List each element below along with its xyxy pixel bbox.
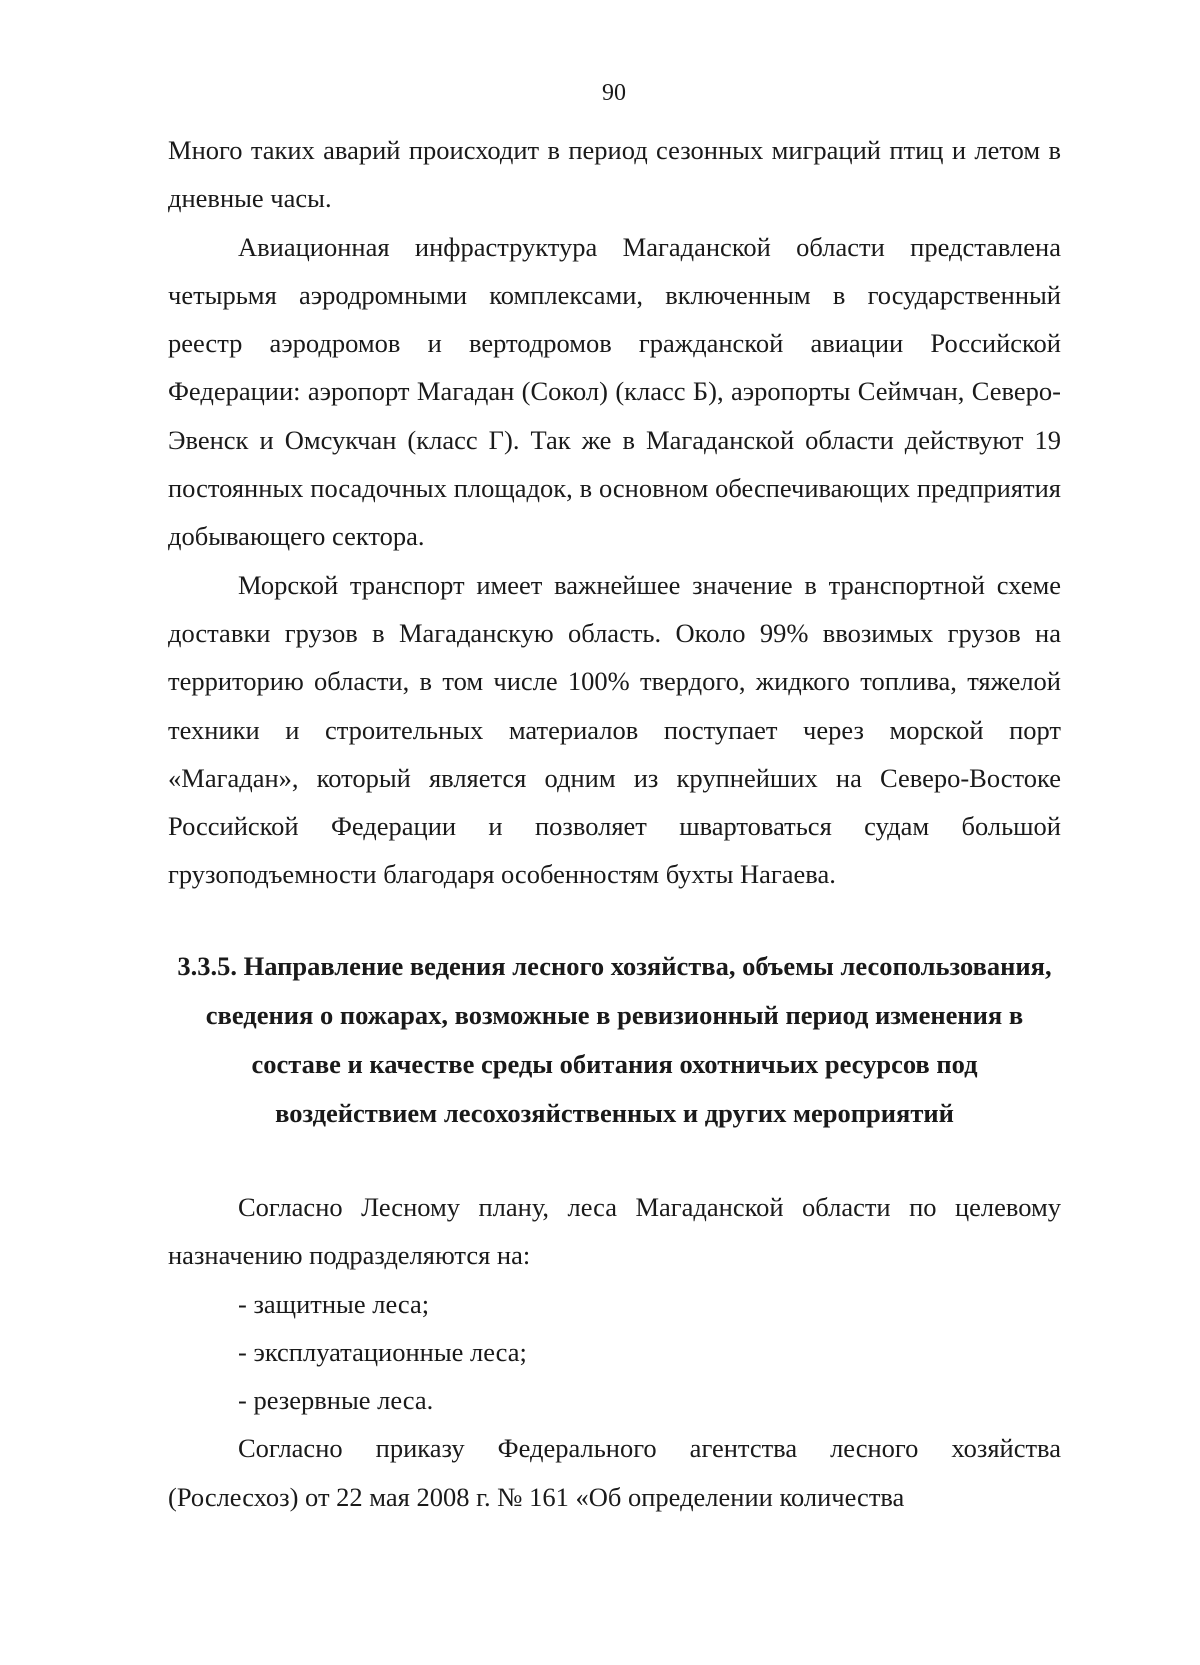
paragraph-rosleshoz-order: Согласно приказу Федерального агентства лесного хозяйства (Рослесхоз) от 22 мая 2008 г. № 161 «Об определении количества — [168, 1433, 1061, 1512]
paragraph-continuation: Много таких аварий происходит в период сезонных миграций птиц и летом в дневные часы. — [168, 135, 1061, 214]
body-text-bottom — [168, 1183, 1061, 1521]
list-item: - резервные леса. — [238, 1385, 434, 1416]
paragraph-maritime: Морской транспорт имеет важнейшее значение в транспортной схеме доставки грузов в Магаданскую область. Около 99% ввозимых грузов на территорию области, в том числе 100% твердого, жидкого топлива, тяжелой техники и строительных материалов поступает через морской порт «Магадан», который является одним из крупнейших на Северо-Востоке Российской Федерации и позволяет швартоваться судам большой грузоподъемности благодаря особенностям бухты Нагаева. — [168, 569, 1061, 890]
section-heading: 3.3.5. Направление ведения лесного хозяйства, объемы лесопользования, сведения о пожарах, возможные в ревизионный период изменения в составе и качестве среды обитания охотничьих ресурсов под воздействием лесохозяйственных и других мероприятий — [177, 951, 1052, 1128]
list-item: - эксплуатационные леса; — [238, 1336, 527, 1367]
list-item: - защитные леса; — [238, 1288, 430, 1319]
paragraph-aviation: Авиационная инфраструктура Магаданской области представлена четырьмя аэродромными комплексами, включенным в государственный реестр аэродромов и вертодромов гражданской авиации Российской Федерации: аэропорт Магадан (Сокол) (класс Б), аэропорты Сеймчан, Северо-Эвенск и Омсукчан (класс Г). Так же в Магаданской области действуют 19 постоянных посадочных площадок, в основном обеспечивающих предприятия добывающего сектора. — [168, 231, 1061, 552]
page-number: 90 — [602, 80, 626, 106]
paragraph-forest-plan: Согласно Лесному плану, леса Магаданской области по целевому назначению подразделяются на: — [168, 1192, 1061, 1271]
body-text-top — [168, 126, 1061, 899]
